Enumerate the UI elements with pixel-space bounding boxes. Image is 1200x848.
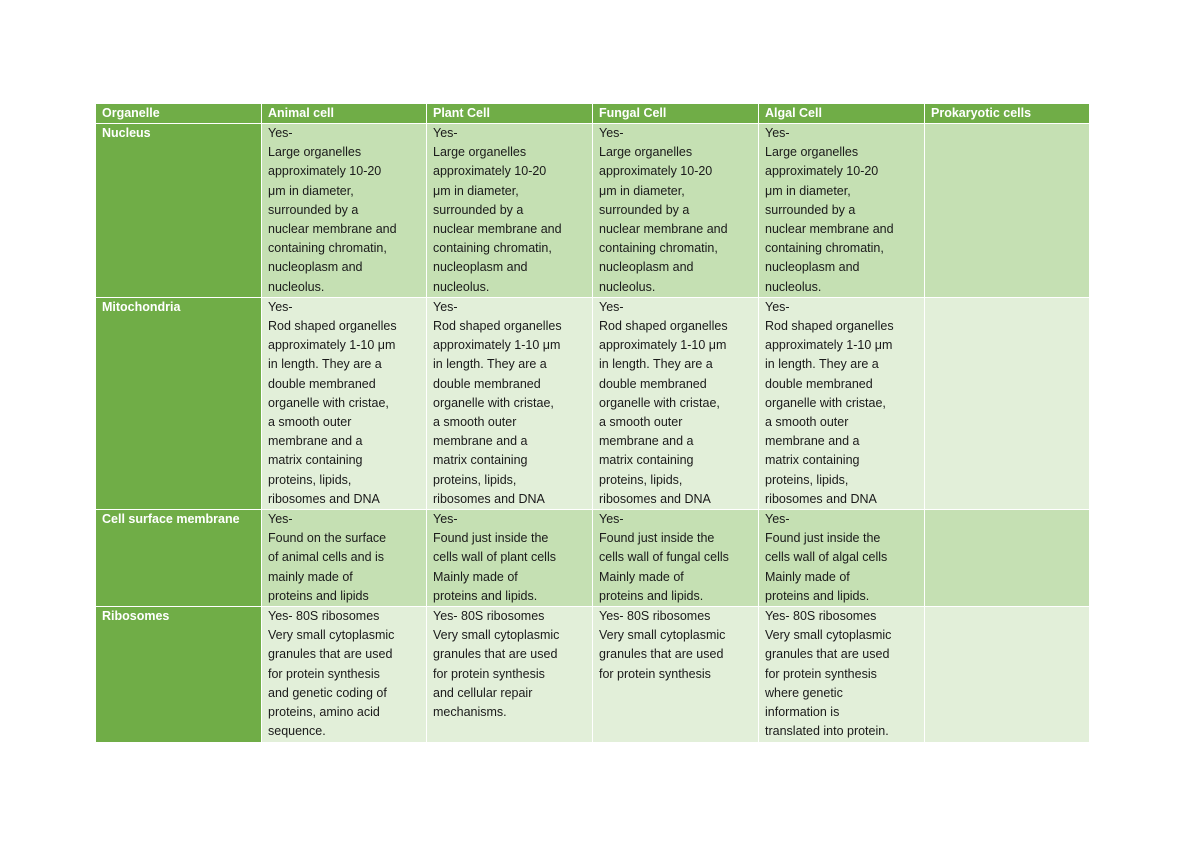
cell-ribosomes-algal: Yes- 80S ribosomes Very small cytoplasmic granules that are used for protein synthesis where genetic information is translated into protein. [759, 607, 925, 742]
cell-nucleus-animal: Yes- Large organelles approximately 10-20 μm in diameter, surrounded by a nuclear membrane and containing chromatin, nucleoplasm and nucleolus. [262, 124, 427, 298]
cell-mitochondria-fungal: Yes- Rod shaped organelles approximately 1-10 μm in length. They are a double membraned organelle with cristae, a smooth outer membrane and a matrix containing proteins, lipids, ribosomes and DNA [593, 297, 759, 509]
cell-nucleus-fungal: Yes- Large organelles approximately 10-20 μm in diameter, surrounded by a nuclear membrane and containing chromatin, nucleoplasm and nucleolus. [593, 124, 759, 298]
cell-mitochondria-animal: Yes- Rod shaped organelles approximately 1-10 μm in length. They are a double membraned organelle with cristae, a smooth outer membrane and a matrix containing proteins, lipids, ribosomes and DNA [262, 297, 427, 509]
cell-nucleus-algal: Yes- Large organelles approximately 10-20 μm in diameter, surrounded by a nuclear membrane and containing chromatin, nucleoplasm and nucleolus. [759, 124, 925, 298]
organelle-comparison-table [95, 103, 1090, 743]
cell-ribosomes-animal: Yes- 80S ribosomes Very small cytoplasmic granules that are used for protein synthesis and genetic coding of proteins, amino acid sequence. [262, 607, 427, 742]
header-fungal-cell: Fungal Cell [593, 104, 759, 124]
cell-mitochondria-plant: Yes- Rod shaped organelles approximately 1-10 μm in length. They are a double membraned organelle with cristae, a smooth outer membrane and a matrix containing proteins, lipids, ribosomes and DNA [427, 297, 593, 509]
table-row-mitochondria [96, 297, 1090, 509]
header-prokaryotic-cells: Prokaryotic cells [925, 104, 1090, 124]
table-row-cell-surface-membrane [96, 510, 1090, 607]
cell-mitochondria-prokaryotic [925, 297, 1090, 509]
cell-mitochondria-algal: Yes- Rod shaped organelles approximately 1-10 μm in length. They are a double membraned organelle with cristae, a smooth outer membrane and a matrix containing proteins, lipids, ribosomes and DNA [759, 297, 925, 509]
cell-ribosomes-plant: Yes- 80S ribosomes Very small cytoplasmic granules that are used for protein synthesis and cellular repair mechanisms. [427, 607, 593, 742]
table-header-row [96, 104, 1090, 124]
cell-membrane-prokaryotic [925, 510, 1090, 607]
cell-ribosomes-prokaryotic [925, 607, 1090, 742]
cell-nucleus-plant: Yes- Large organelles approximately 10-20 μm in diameter, surrounded by a nuclear membrane and containing chromatin, nucleoplasm and nucleolus. [427, 124, 593, 298]
cell-membrane-fungal: Yes- Found just inside the cells wall of fungal cells Mainly made of proteins and lipids. [593, 510, 759, 607]
header-plant-cell: Plant Cell [427, 104, 593, 124]
row-label-nucleus: Nucleus [96, 124, 262, 298]
cell-nucleus-prokaryotic [925, 124, 1090, 298]
header-organelle: Organelle [96, 104, 262, 124]
header-algal-cell: Algal Cell [759, 104, 925, 124]
cell-membrane-algal: Yes- Found just inside the cells wall of algal cells Mainly made of proteins and lipids. [759, 510, 925, 607]
row-label-ribosomes: Ribosomes [96, 607, 262, 742]
table-row-nucleus [96, 124, 1090, 298]
cell-membrane-plant: Yes- Found just inside the cells wall of plant cells Mainly made of proteins and lipids. [427, 510, 593, 607]
row-label-cell-surface-membrane: Cell surface membrane [96, 510, 262, 607]
row-label-mitochondria: Mitochondria [96, 297, 262, 509]
table-row-ribosomes [96, 607, 1090, 742]
cell-membrane-animal: Yes- Found on the surface of animal cells and is mainly made of proteins and lipids [262, 510, 427, 607]
header-animal-cell: Animal cell [262, 104, 427, 124]
cell-ribosomes-fungal: Yes- 80S ribosomes Very small cytoplasmic granules that are used for protein synthesis [593, 607, 759, 742]
